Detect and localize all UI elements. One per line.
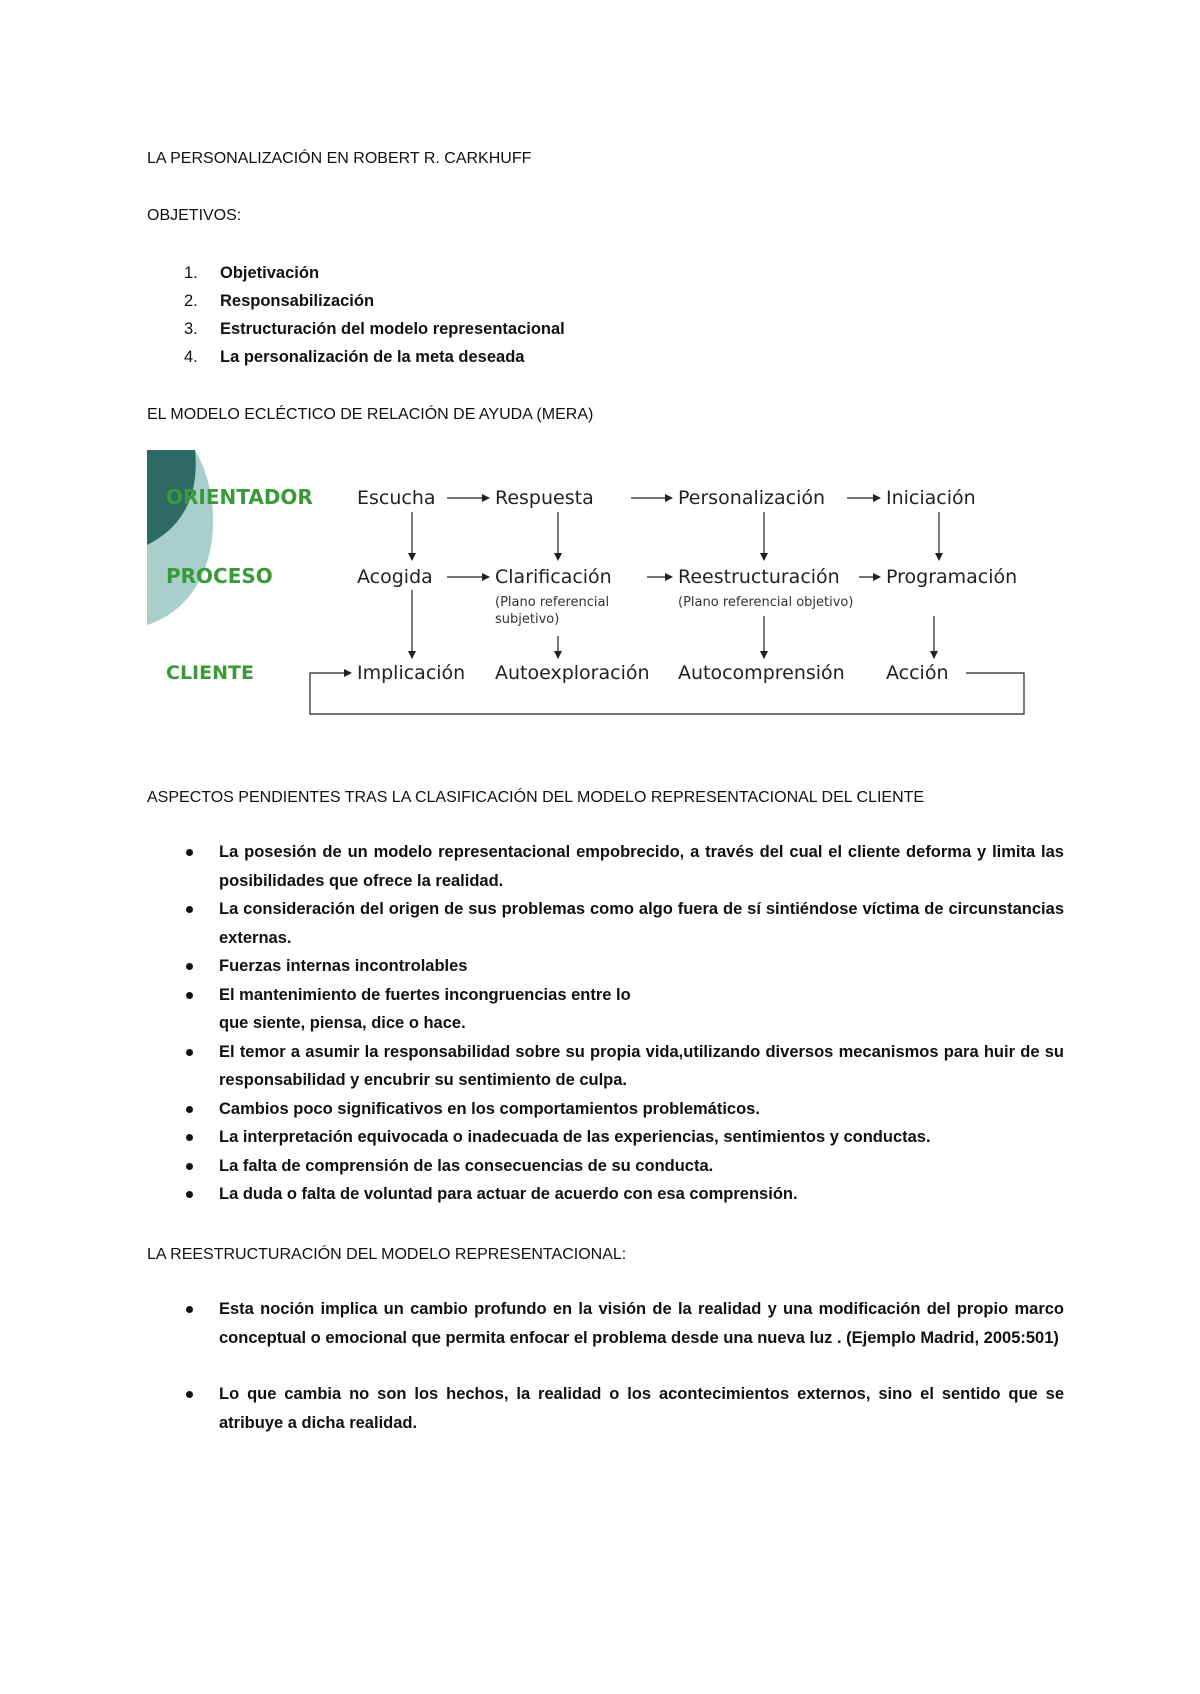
- objective-item: 2. Responsabilización: [184, 292, 375, 310]
- bullet-icon: [186, 1163, 193, 1170]
- row-label-orientador: ORIENTADOR: [166, 485, 313, 509]
- list-item: Lo que cambia no son los hechos, la realidad o los acontecimientos externos, sino el sentido que se atribuye a dicha realidad.: [0, 1380, 1064, 1437]
- bullet-icon: [186, 1049, 193, 1056]
- list-item: La posesión de un modelo representacional empobrecido, a través del cual el cliente deforma y limita las posibilidades que ofrece la realidad.: [0, 838, 1064, 895]
- mera-diagram: [147, 450, 1040, 724]
- row-label-proceso: PROCESO: [166, 564, 273, 588]
- node-escucha: Escucha: [357, 487, 436, 509]
- pending-list: [0, 838, 1200, 1209]
- list-item: La consideración del origen de sus problemas como algo fuera de sí sintiéndose víctima de circunstancias externas.: [0, 895, 1064, 952]
- node-respuesta: Respuesta: [495, 487, 594, 509]
- bullet-icon: [186, 963, 193, 970]
- bullet-icon: [186, 1306, 193, 1313]
- node-reestructuracion: Reestructuración: [678, 566, 840, 588]
- node-accion: Acción: [886, 662, 949, 684]
- list-item: La falta de comprensión de las consecuencias de su conducta.: [0, 1152, 1064, 1181]
- list-item-continuation: que siente, piensa, dice o hace.: [219, 1014, 466, 1032]
- model-heading: EL MODELO ECLÉCTICO DE RELACIÓN DE AYUDA (MERA): [147, 406, 594, 423]
- list-item: Fuerzas internas incontrolables: [0, 952, 1064, 981]
- node-iniciacion: Iniciación: [886, 487, 976, 509]
- node-programacion: Programación: [886, 566, 1018, 588]
- restructuring-heading: LA REESTRUCTURACIÓN DEL MODELO REPRESENTACIONAL:: [147, 1246, 627, 1263]
- bullet-icon: [186, 1134, 193, 1141]
- row-label-cliente: CLIENTE: [166, 662, 254, 684]
- node-autoexploracion: Autoexploración: [495, 662, 650, 684]
- node-personalizacion: Personalización: [678, 487, 826, 509]
- list-item: Esta noción implica un cambio profundo en la visión de la realidad y una modificación del propio marco conceptual o emocional que permita enfocar el problema desde una nueva luz . (Ejemplo Madrid, 2005:501): [0, 1295, 1064, 1352]
- objective-item: 4. La personalización de la meta deseada: [184, 348, 525, 366]
- node-clarificacion: Clarificación: [495, 566, 612, 588]
- list-item: El temor a asumir la responsabilidad sobre su propia vida,utilizando diversos mecanismos para huir de su responsabilidad y encubrir su sentimiento de culpa.: [0, 1038, 1064, 1095]
- node-acogida: Acogida: [357, 566, 433, 588]
- bullet-icon: [186, 992, 193, 999]
- bullet-icon: [186, 1391, 193, 1398]
- objective-item: 1. Objetivación: [184, 264, 320, 282]
- note-clarificacion-1: (Plano referencial: [495, 595, 610, 610]
- restructuring-list: [0, 1295, 1200, 1437]
- objective-item: 3. Estructuración del modelo representacional: [184, 320, 565, 338]
- objectives-heading: OBJETIVOS:: [147, 207, 242, 224]
- list-item: La interpretación equivocada o inadecuada de las experiencias, sentimientos y conductas.: [0, 1123, 1064, 1152]
- list-item: Cambios poco significativos en los comportamientos problemáticos.: [0, 1095, 1064, 1124]
- bullet-icon: [186, 1191, 193, 1198]
- document-title: LA PERSONALIZACIÓN EN ROBERT R. CARKHUFF: [147, 150, 532, 167]
- list-item: El mantenimiento de fuertes incongruencias entre lo que siente, piensa, dice o hace.: [0, 981, 1064, 1038]
- node-autocomprension: Autocomprensión: [678, 662, 845, 684]
- pending-heading: ASPECTOS PENDIENTES TRAS LA CLASIFICACIÓN DEL MODELO REPRESENTACIONAL DEL CLIENTE: [147, 789, 925, 806]
- bullet-icon: [186, 849, 193, 856]
- note-reestructuracion: (Plano referencial objetivo): [678, 595, 854, 610]
- bullet-icon: [186, 1106, 193, 1113]
- bullet-icon: [186, 906, 193, 913]
- list-item: La duda o falta de voluntad para actuar de acuerdo con esa comprensión.: [0, 1180, 1064, 1209]
- note-clarificacion-2: subjetivo): [495, 612, 560, 627]
- node-implicacion: Implicación: [357, 662, 466, 684]
